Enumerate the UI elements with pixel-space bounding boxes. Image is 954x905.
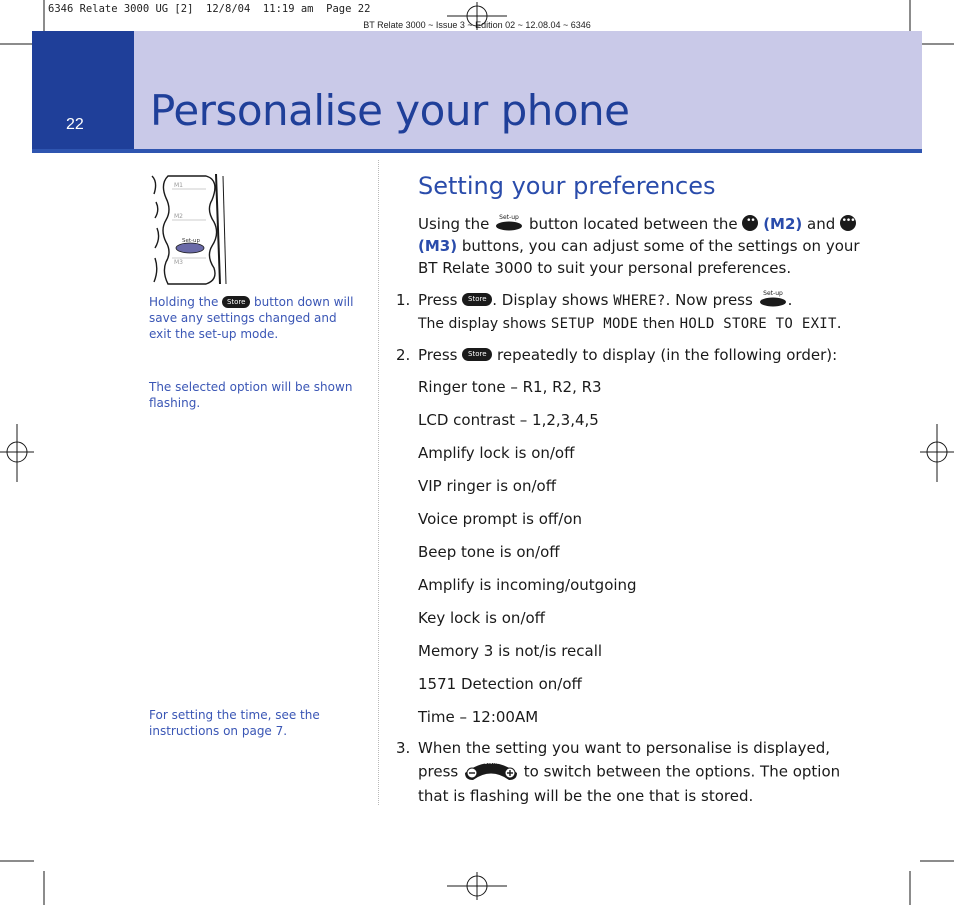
m2-label: (M2) (763, 215, 803, 233)
display-text-where: WHERE? (613, 293, 666, 309)
side-note-time: For setting the time, see the instructions on page 7. (149, 708, 320, 738)
list-item: 1571 Detection on/off (418, 675, 582, 693)
store-key-icon: Store (462, 348, 492, 361)
list-item: VIP ringer is on/off (418, 477, 557, 495)
step-1: 1. Press Store . Display shows WHERE?. Now press Set-up . The display shows SETUP MODE then HOLD STORE TO EXIT. (396, 289, 842, 332)
m3-label: (M3) (418, 237, 458, 255)
section-heading: Setting your preferences (418, 172, 716, 200)
label-m1: M1 (174, 182, 183, 189)
list-item: LCD contrast – 1,2,3,4,5 (418, 411, 599, 429)
phone-keypad-illustration (146, 172, 228, 286)
setup-key-icon (494, 213, 524, 231)
m3-button-icon: ••• (840, 215, 856, 231)
intro-paragraph: Using the Set-up button located between the •• (M2) and ••• (M3) buttons, you can adjust some of the settings on your BT Relate 3000 to suit your personal preferences. (418, 213, 860, 277)
store-key-icon: Store (462, 293, 492, 306)
side-note-store: Holding the Store button down will save any settings changed and exit the set-up mode. (149, 295, 354, 341)
m2-button-icon: •• (742, 215, 758, 231)
page-number: 22 (66, 116, 84, 133)
display-text-setup-mode: SETUP MODE (550, 316, 639, 332)
list-item: Ringer tone – R1, R2, R3 (418, 378, 602, 396)
column-divider (378, 160, 379, 805)
store-key-icon: Store (222, 296, 250, 308)
volume-rocker-icon (463, 755, 519, 781)
list-item: Memory 3 is not/is recall (418, 642, 603, 660)
step-2: 2. Press Store repeatedly to display (in the following order): (396, 346, 838, 364)
preference-list (418, 376, 878, 739)
banner-rule (32, 149, 922, 153)
step-3: 3. When the setting you want to personalise is displayed, press Volume to switch between the options. The option that is flashing will be the one that is stored. (396, 739, 841, 805)
print-slug: 6346 Relate 3000 UG [2] 12/8/04 11:19 am Page 22 (48, 3, 371, 15)
list-item: Time – 12:00AM (418, 708, 539, 726)
label-m2: M2 (174, 213, 183, 220)
list-item: Beep tone is on/off (418, 543, 560, 561)
display-text-hold-store: HOLD STORE TO EXIT (679, 316, 837, 332)
setup-key-icon (758, 289, 788, 307)
svg-text:Set-up: Set-up (499, 213, 519, 221)
page-title: Personalise your phone (150, 86, 630, 135)
edition-line: BT Relate 3000 ~ Issue 3 ~ Edition 02 ~ 12.08.04 ~ 6346 (363, 20, 591, 30)
list-item: Key lock is on/off (418, 609, 546, 627)
label-m3: M3 (174, 259, 183, 266)
list-item: Amplify lock is on/off (418, 444, 575, 462)
list-item: Amplify is incoming/outgoing (418, 576, 637, 594)
label-setup: Set-up (182, 238, 200, 244)
svg-text:Volume: Volume (480, 760, 502, 766)
svg-text:Set-up: Set-up (762, 289, 783, 297)
list-item: Voice prompt is off/on (418, 510, 583, 528)
side-note-flashing: The selected option will be shown flashing. (149, 380, 353, 410)
